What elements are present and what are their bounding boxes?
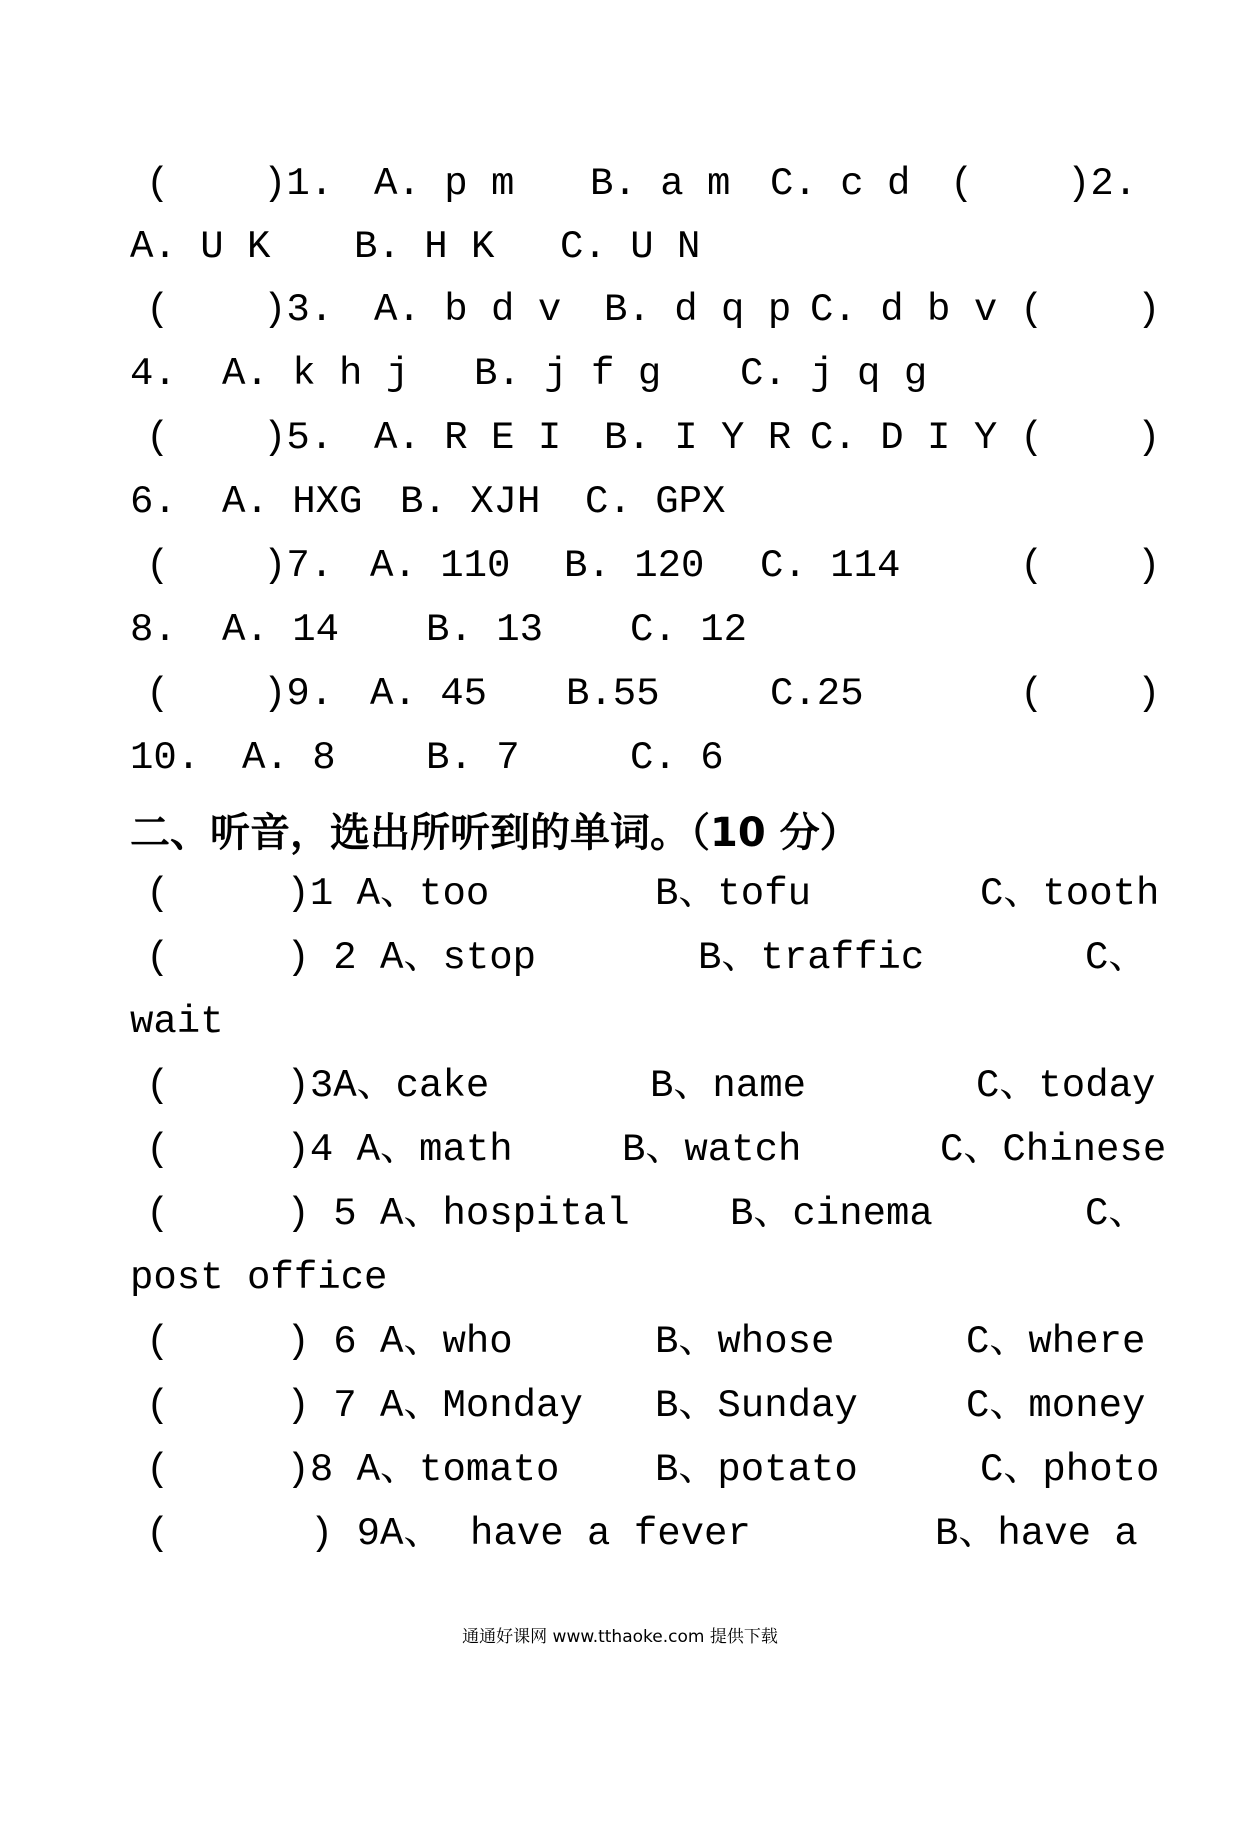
p2-line-2 [130,926,1160,990]
option-a-text: have a fever [470,1512,751,1556]
p1-line-4 [130,342,1160,406]
option-c: C、money [966,1384,1146,1428]
p2-line-3 [130,990,1160,1054]
option-b: B、name [650,1064,807,1108]
question-number: 4. [130,352,177,396]
question-option-a: ( )3A、cake [146,1064,490,1108]
question-number: 8. [130,608,177,652]
option-b: B. d q p [604,288,792,332]
option-c-continued: wait [130,1000,224,1044]
option-b: B、whose [655,1320,835,1364]
option-c: C.25 [770,672,864,716]
option-a: A. p m [374,162,515,206]
p2-line-1 [130,862,1160,926]
option-c: C. 114 [760,544,901,588]
option-c: C、today [976,1064,1156,1108]
option-a: A. 45 [370,672,488,716]
option-b: B. H K [354,225,495,269]
option-c: C、tooth [980,872,1160,916]
option-b: B、cinema [730,1192,933,1236]
p1-line-10 [130,726,1160,790]
option-b: B.55 [566,672,660,716]
option-b: B、traffic [698,936,925,980]
p2-line-8 [130,1310,1160,1374]
p1-line-8 [130,598,1160,662]
p2-line-9 [130,1374,1160,1438]
section-heading: 二、听音，选出所听到的单词。（10 分） [130,810,860,856]
answer-blank: ( )5. [146,416,334,460]
option-c: C、 [1085,1192,1148,1236]
question-option-a: ( ) 9A、 [146,1512,443,1556]
option-a: A. k h j [222,352,410,396]
p1-line-6 [130,470,1160,534]
option-c: C. U N [560,225,701,269]
option-a: A. R E I [374,416,562,460]
question-number: 10. [130,736,201,780]
answer-blank: ( ) [1020,672,1161,716]
p1-line-9 [130,662,1160,726]
answer-blank: ( )9. [146,672,334,716]
p2-line-5 [130,1118,1167,1182]
answer-blank: ( )1. [146,162,334,206]
page-footer: 通通好课网 www.tthaoke.com 提供下载 [462,1627,778,1647]
p1-line-1 [130,152,1160,216]
option-b: B、have a [935,1512,1138,1556]
p2-line-6 [130,1182,1160,1246]
option-a: A. b d v [374,288,562,332]
option-c: C、Chinese [940,1128,1167,1172]
option-b: B、Sunday [655,1384,858,1428]
p1-line-5 [130,406,1160,470]
option-c-continued: post office [130,1256,388,1300]
question-option-a: ( )8 A、tomato [146,1448,560,1492]
option-c: C、 [1085,936,1148,980]
option-b: B、tofu [655,872,812,916]
option-a: A. 8 [242,736,336,780]
p1-line-7 [130,534,1160,598]
p1-line-2 [130,215,1160,279]
question-option-a: ( )4 A、math [146,1128,513,1172]
option-a: A. HXG [222,480,363,524]
answer-blank: ( ) [1020,288,1161,332]
p2-line-10 [130,1438,1160,1502]
answer-blank: ( )3. [146,288,334,332]
option-a: A. 14 [222,608,340,652]
option-c: C、where [966,1320,1146,1364]
option-b: B、watch [622,1128,802,1172]
question-option-a: ( ) 7 A、Monday [146,1384,583,1428]
option-c: C. c d [770,162,911,206]
answer-blank: ( ) [1020,544,1161,588]
answer-blank: ( ) [1020,416,1161,460]
question-option-a: ( ) 2 A、stop [146,936,537,980]
option-b: B. 120 [564,544,705,588]
option-b: B. 7 [426,736,520,780]
option-c: C. j q g [740,352,928,396]
p1-line-3 [130,278,1160,342]
option-c: C. 6 [630,736,724,780]
answer-blank: ( )7. [146,544,334,588]
option-c: C. 12 [630,608,748,652]
option-b: B. j f g [474,352,662,396]
option-c: C. d b v [810,288,998,332]
option-b: B. 13 [426,608,544,652]
p2-line-4 [130,1054,1160,1118]
option-c: C、photo [980,1448,1160,1492]
option-c: C. D I Y [810,416,998,460]
p2-line-7 [130,1246,1160,1310]
p2-line-11 [130,1502,1160,1566]
question-option-a: ( ) 6 A、who [146,1320,513,1364]
option-a: A. U K [130,225,271,269]
answer-blank: ( )2. [950,162,1138,206]
question-option-a: ( )1 A、too [146,872,490,916]
option-b: B. XJH [400,480,541,524]
option-b: B. I Y R [604,416,792,460]
question-number: 6. [130,480,177,524]
option-b: B、potato [655,1448,858,1492]
option-a: A. 110 [370,544,511,588]
option-c: C. GPX [585,480,726,524]
option-b: B. a m [590,162,731,206]
question-option-a: ( ) 5 A、hospital [146,1192,630,1236]
